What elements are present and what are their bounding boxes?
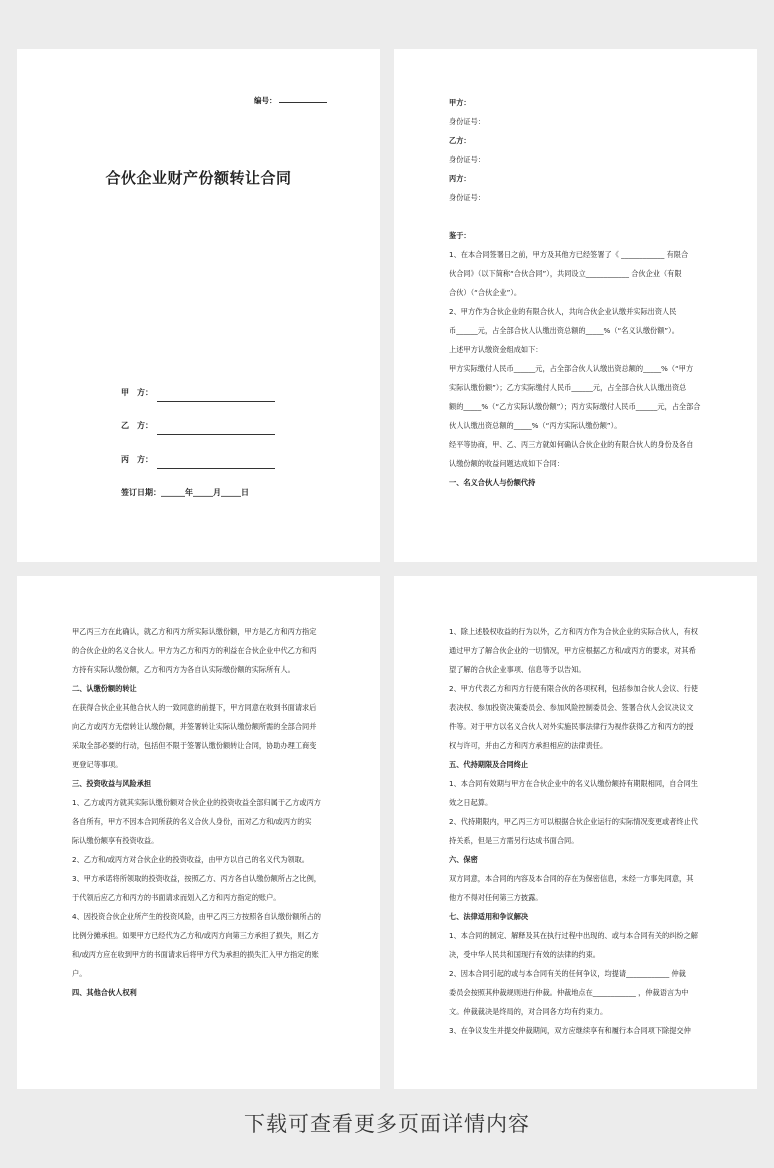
- text-line: 表决权、参加投资决策委员会、参加风险控制委员会、签署合伙人会议决议文: [449, 703, 694, 712]
- text-line: 他方不得对任何第三方披露。: [449, 893, 543, 902]
- text-line: 件等。对于甲方以名义合伙人对外实施民事法律行为视作获得乙方和丙方的授: [449, 722, 694, 731]
- text-line: 效之日起算。: [449, 798, 493, 807]
- text-line: 方持有实际认缴份额，乙方和丙方为各自认实际缴份额的实际所有人。: [72, 665, 295, 674]
- text-line: 双方同意，本合同的内容及本合同的存在为保密信息，未经一方事先同意，其: [449, 874, 694, 883]
- text-line: 更登记等事项。: [72, 760, 123, 769]
- section-heading: 二、认缴份额的转让: [72, 684, 137, 693]
- text-line: 认缴份额的收益问题达成如下合同：: [449, 459, 565, 468]
- text-line: 持关系，但是三方需另行达成书面合同。: [449, 836, 579, 845]
- section-heading: 五、代持期限及合同终止: [449, 760, 529, 769]
- party-a-signature: 甲 方：: [121, 383, 275, 402]
- text-line: 甲乙丙三方在此确认，就乙方和丙方所实际认缴份额，甲方是乙方和丙方指定: [72, 627, 317, 636]
- text-line: 身份证号：: [449, 193, 485, 202]
- text-line: 实际认缴份额”）；乙方实际缴付人民币______元，占全部合伙人认缴出资总: [449, 383, 687, 392]
- text-line: 2、代持期限内，甲乙丙三方可以根据合伙企业运行的实际情况变更或者终止代: [449, 817, 698, 826]
- text-line: 2、甲方代表乙方和丙方行使有限合伙的各项权利，包括参加合伙人会议、行使: [449, 684, 698, 693]
- section-heading: 六、保密: [449, 855, 478, 864]
- text-line: 身份证号：: [449, 155, 485, 164]
- text-line: 上述甲方认缴资金组成如下：: [449, 345, 543, 354]
- text-line: 1、本合同有效期与甲方在合伙企业中的名义认缴份额持有期限相同，自合同生: [449, 779, 698, 788]
- text-line: 比例分摊承担。如果甲方已经代为乙方和/或丙方向第三方承担了损失，则乙方: [72, 931, 319, 940]
- text-line: 望了解的合伙企业事项、信息等予以告知。: [449, 665, 586, 674]
- text-line: 和/或丙方应在收到甲方的书面请求后将甲方代为承担的损失汇入甲方指定的账: [72, 950, 319, 959]
- number-blank: [279, 94, 327, 103]
- contract-title: 合伙企业财产份额转让合同: [105, 169, 292, 187]
- party-b-signature: 乙 方：: [121, 416, 275, 435]
- text-line: 各自所有，甲方不因本合同所获的名义合伙人身份，而对乙方和/或丙方的实: [72, 817, 312, 826]
- text-line: 2、甲方作为合伙企业的有限合伙人，共向合伙企业认缴并实际出资人民: [449, 307, 677, 316]
- text-line: 1、本合同的制定、解释及其在执行过程中出现的、或与本合同有关的纠纷之解: [449, 931, 698, 940]
- text-line: 币______元，占全部合伙人认缴出资总额的_____%（“名义认缴份额”）。: [449, 326, 679, 335]
- text-line: 权与许可，并由乙方和丙方承担相应的法律责任。: [449, 741, 608, 750]
- section-heading: 一、名义合伙人与份额代持: [449, 478, 536, 487]
- text-line: 身份证号：: [449, 117, 485, 126]
- download-hint: 下载可查看更多页面详情内容: [244, 1112, 530, 1136]
- text-line: 在获得合伙企业其他合伙人的一致同意的前提下，甲方同意在收到书面请求后: [72, 703, 317, 712]
- text-line: 2、乙方和/或丙方对合伙企业的投资收益，由甲方以自己的名义代为领取。: [72, 855, 309, 864]
- text-line: 通过甲方了解合伙企业的一切情况，甲方应根据乙方和/或丙方的要求，对其希: [449, 646, 696, 655]
- text-line: 伙人认缴出资总额的_____%（“丙方实际认缴份额”）。: [449, 421, 622, 430]
- text-line: [449, 207, 701, 226]
- text-line: 1、在本合同签署日之前，甲方及其他方已经签署了《 ____________ 有限合: [449, 250, 689, 259]
- text-line: 3、甲方承诺将所领取的投资收益，按照乙方、丙方各自认缴份额所占之比例，: [72, 874, 321, 883]
- contract-page-1: [17, 49, 380, 562]
- text-line: 4、因投资合伙企业所产生的投资风险，由甲乙丙三方按照各自认缴份额所占的: [72, 912, 321, 921]
- text-line: 向乙方或丙方无偿转让认缴份额，并签署转让实际认缴份额所需的全部合同并: [72, 722, 317, 731]
- contract-number: 编号：: [254, 91, 327, 110]
- section-heading: 鉴于：: [449, 231, 471, 240]
- text-line: 经平等协商，甲、乙、丙三方就如何确认合伙企业的有限合伙人的身份及各自: [449, 440, 694, 449]
- text-line: 委员会按照其仲裁规则进行仲裁。仲裁地点在____________ ，仲裁语言为中: [449, 988, 689, 997]
- section-heading: 七、法律适用和争议解决: [449, 912, 529, 921]
- sign-date: 签订日期：______年_____月_____日: [121, 488, 249, 497]
- text-line: 合伙）（“合伙企业”）。: [449, 288, 522, 297]
- text-line: 决，受中华人民共和国现行有效的法律的约束。: [449, 950, 600, 959]
- party-c-signature: 丙 方：: [121, 450, 275, 469]
- text-line: 3、在争议发生并提交仲裁期间，双方应继续享有和履行本合同项下除提交仲: [449, 1026, 691, 1035]
- text-line: 1、乙方或丙方就其实际认缴份额对合伙企业的投资收益全部归属于乙方或丙方: [72, 798, 321, 807]
- section-heading: 三、投资收益与风险承担: [72, 779, 152, 788]
- text-line: 于代领后应乙方和丙方的书面请求而划入乙方和丙方指定的账户。: [72, 893, 281, 902]
- text-line: 甲方实际缴付人民币______元，占全部合伙人认缴出资总额的_____%（“甲方: [449, 364, 694, 373]
- text-line: 户。: [72, 969, 87, 978]
- text-line: 文。仲裁裁决是终局的，对合同各方均有约束力。: [449, 1007, 608, 1016]
- text-line: 的合伙企业的名义合伙人。甲方为乙方和丙方的利益在合伙企业中代乙方和丙: [72, 646, 317, 655]
- text-line: 采取全部必要的行动，包括但不限于签署认缴份额转让合同，协助办理工商变: [72, 741, 317, 750]
- contract-page-4: [394, 576, 757, 1089]
- text-line: 额的_____%（“乙方实际认缴份额”）；丙方实际缴付人民币______元，占全部合: [449, 402, 701, 411]
- section-heading: 丙方：: [449, 174, 471, 183]
- section-heading: 甲方：: [449, 98, 471, 107]
- text-line: 伙合同》（以下简称“合伙合同”），共同设立____________ 合伙企业（有限: [449, 269, 682, 278]
- section-heading: 四、其他合伙人权利: [72, 988, 137, 997]
- contract-page-2: [394, 49, 757, 562]
- text-line: 1、除上述股权收益的行为以外，乙方和丙方作为合伙企业的实际合伙人，有权: [449, 627, 698, 636]
- text-line: 2、因本合同引起的或与本合同有关的任何争议，均提请____________ 仲裁: [449, 969, 686, 978]
- contract-page-3: [17, 576, 380, 1089]
- text-line: 际认缴份额享有投资收益。: [72, 836, 159, 845]
- section-heading: 乙方：: [449, 136, 471, 145]
